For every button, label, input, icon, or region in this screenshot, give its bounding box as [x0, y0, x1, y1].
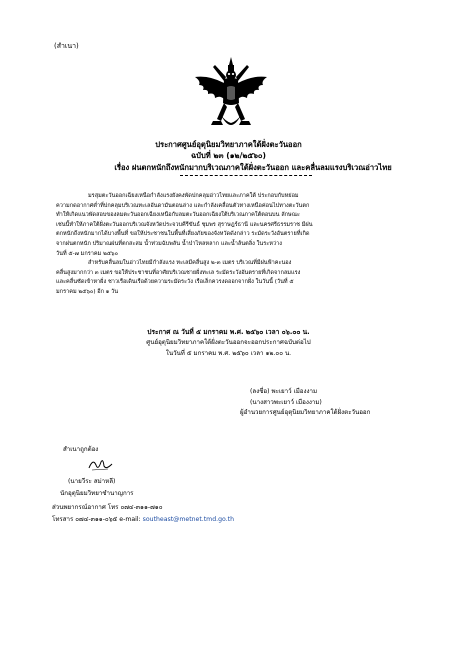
paragraph-line: และคลื่นซัดเข้าหาฝั่ง ชาวเรือเดินเรือด้วยความระมัดระวัง เรือเล็กควรงดออกจากฝั่ง ในวันนี้ (วันที่ ๕ — [56, 279, 294, 286]
signed-by: (ลงชื่อ) พะเยาว์ เมืองงาม — [250, 388, 318, 395]
handwritten-signature — [86, 456, 116, 474]
paragraph-line: เช่นนี้ทำให้ภาคใต้ฝั่งตะวันออกบริเวณจังหวัดประจวบคีรีขันธ์ ชุมพร สุราษฎร์ธานี และนครศรีธรรมราช มีฝน — [56, 221, 313, 228]
paragraph-waves — [56, 259, 436, 297]
announcement-subject: เรื่อง ฝนตกหนักถึงหนักมากบริเวณภาคใต้ฝั่งตะวันออก และคลื่นลมแรงบริเวณอ่าวไทย — [114, 163, 392, 172]
header-divider — [180, 175, 312, 176]
paragraph-line: วันที่ ๕-๗ มกราคม ๒๕๖๐ — [56, 250, 118, 257]
department-phone: ส่วนพยากรณ์อากาศ โทร ๐๗๔-๓๑๑-๗๑๐ — [52, 504, 163, 511]
copy-mark: (สำเนา) — [54, 42, 79, 50]
announce-date: ประกาศ ณ วันที่ ๕ มกราคม พ.ศ. ๒๕๖๐ เวลา ๐๖.๐๐ น. — [147, 328, 310, 336]
paragraph-monsoon — [56, 192, 436, 259]
paragraph-line: จากฝนตกหนัก ปริมาณฝนที่ตกสะสม น้ำท่วมฉับพลัน น้ำป่าไหลหลาก และน้ำล้นตลิ่ง ในระหว่าง — [56, 240, 282, 247]
paragraph-line: ตกหนักถึงหนักมากได้บางพื้นที่ ขอให้ประชาชนในพื้นที่เสี่ยงภัยของจังหวัดดังกล่าว ระมัดระวังอันตรายที่เกิด — [56, 231, 310, 238]
paragraph-line: สำหรับคลื่นลมในอ่าวไทยมีกำลังแรง ทะเลมีคลื่นสูง ๒-๓ เมตร บริเวณที่มีฝนฟ้าคะนอง — [88, 260, 292, 266]
paragraph-line: ความกดอากาศต่ำที่ปกคลุมบริเวณทะเลอันดามันตอนล่าง และกำลังเคลื่อนตัวทางเหนือค่อนไปทางตะวันตก — [56, 202, 310, 209]
paragraph-line: มกราคม ๒๕๖๐) อีก ๑ วัน — [56, 288, 119, 295]
announcement-number: ฉบับที่ ๒๓ (๑๒/๒๕๖๐) — [190, 151, 267, 160]
certifier-name: (นายวีระ สม่าหลี) — [68, 478, 116, 485]
email-link[interactable]: southeast@metnet.tmd.go.th — [142, 516, 235, 523]
next-announce-line2: ในวันที่ ๕ มกราคม พ.ศ. ๒๕๖๐ เวลา ๑๒.๐๐ น. — [165, 350, 292, 357]
next-announce-line1: ศูนย์อุตุนิยมวิทยาภาคใต้ฝั่งตะวันออกจะออกประกาศฉบับต่อไป — [146, 339, 311, 346]
certifier-position: นักอุตุนิยมวิทยาชำนาญการ — [60, 490, 134, 497]
fax-label: โทรสาร ๐๗๔-๓๑๑-๐๖๕ e-mail: — [52, 516, 143, 523]
paragraph-line: คลื่นสูงมากกว่า ๓ เมตร ขอให้ประชาชนที่อาศัยบริเวณชายฝั่งทะเล ระมัดระวังอันตรายที่เกิดจากลมแรง — [56, 269, 301, 276]
fax-email-line — [52, 514, 234, 524]
garuda-emblem-icon — [191, 55, 271, 137]
signatory-position: ผู้อำนวยการศูนย์อุตุนิยมวิทยาภาคใต้ฝั่งตะวันออก — [240, 409, 371, 416]
paragraph-line: มรสุมตะวันออกเฉียงเหนือกำลังแรงยังคงพัดปกคลุมอ่าวไทยและภาคใต้ ประกอบกับหย่อม — [88, 193, 299, 199]
announcement-title: ประกาศศูนย์อุตุนิยมวิทยาภาคใต้ฝั่งตะวันออก — [155, 140, 302, 149]
paragraph-line: ทำให้เกิดแนวพัดสอบของลมตะวันออกเฉียงเหนือกับลมตะวันออกเฉียงใต้บริเวณภาคใต้ตอนบน ลักษณะ — [56, 212, 300, 219]
signatory-name: (นางสาวพะเยาว์ เมืองงาม) — [250, 399, 322, 406]
certified-copy-label: สำเนาถูกต้อง — [63, 446, 99, 453]
